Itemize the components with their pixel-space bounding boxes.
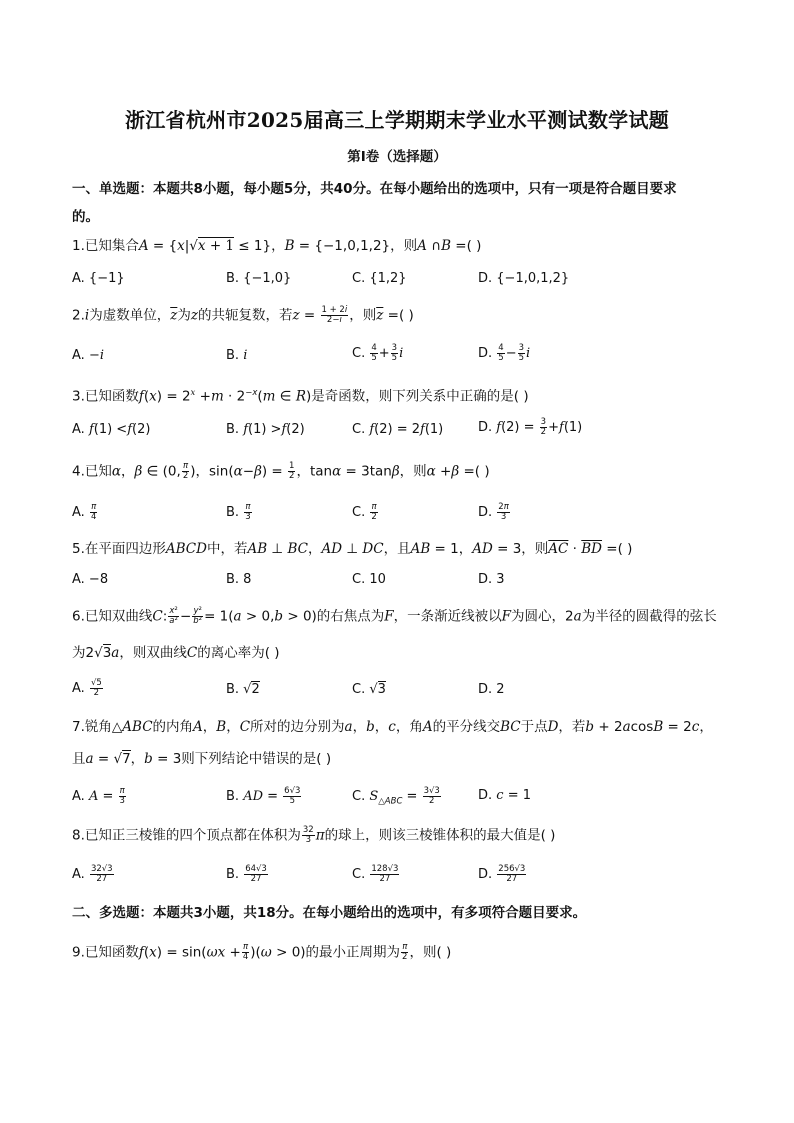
q5-option-c: C. 10 (352, 572, 386, 587)
q8-option-b: B. $\frac{64√3}{27}$ (226, 864, 267, 884)
q5-option-b: B. 8 (226, 572, 252, 587)
q8-option-d: D. $\frac{256√3}{27}$ (478, 864, 526, 884)
q1-option-d: D. {−1,0,1,2} (478, 271, 570, 286)
q4-option-d: D. $\frac{2\pi}{3}$ (478, 502, 509, 522)
section1-heading-line2: 的。 (72, 209, 99, 225)
q2-option-d: D. $\frac{4}{5}$ − $\frac{3}{5}$ i (478, 343, 531, 363)
q8-option-a: A. $\frac{32√3}{27}$ (72, 864, 113, 884)
q5-option-d: D. 3 (478, 572, 505, 587)
question-2-stem: 2.i为虚数单位，$\overline{z}$为z的共轭复数，若z = $\frac{1 + 2i}{2-i}$ ，则$\overline{z}$ =( ) (72, 305, 414, 325)
q7-option-b: B. AD = $\frac{6√3}{5}$ (226, 786, 301, 806)
question-8-stem: 8.已知正三棱锥的四个顶点都在体积为 $\frac{32}{3}$ π的球上，则该三棱锥体积的最大值是( ) (72, 825, 556, 845)
document-subtitle: 第I卷（选择题） (347, 149, 447, 165)
q2-option-b: B. i (226, 348, 248, 363)
q2-option-c: C. $\frac{4}{5}$ + $\frac{3}{5}$ i (352, 343, 404, 363)
q8-option-c: C. $\frac{128√3}{27}$ (352, 864, 399, 884)
section1-heading-line1: 一、单选题：本题共8小题，每小题5分，共40分。在每小题给出的选项中，只有一项是符合题目要求 (72, 181, 677, 197)
q6-option-b: B. √2 (226, 682, 260, 697)
q2-option-a: A. −i (72, 348, 104, 363)
question-6-stem-line2: 为2√3a，则双曲线C的离心率为( ) (72, 645, 280, 661)
section2-heading: 二、多选题：本题共3小题，共18分。在每小题给出的选项中，有多项符合题目要求。 (72, 905, 587, 921)
q6-option-a: A. $\frac{√5}{2}$ (72, 678, 102, 698)
q1-option-b: B. {−1,0} (226, 271, 292, 286)
question-6-stem-line1: 6.已知双曲线C: $\frac{\text{x²}}{\text{a²}}$ − $\frac{\text{y²}}{\text{b²}}$ = 1(a > 0,b > 0)的右焦点为F，一条渐近线被以F为圆心，2a为半径的圆截得的弦长 (72, 606, 717, 626)
q3-option-c: C. f(2) = 2f(1) (352, 422, 444, 437)
q7-option-d: D. c = 1 (478, 788, 531, 803)
q4-option-a: A. $\frac{\pi}{4}$ (72, 502, 97, 522)
q5-option-a: A. −8 (72, 572, 109, 587)
question-7-stem-line1: 7.锐角△ABC的内角A，B，C所对的边分别为a，b，c，角A的平分线交BC于点D，若b + 2acosB = 2c， (72, 719, 713, 735)
question-7-stem-line2: 且a = √7，b = 3则下列结论中错误的是( ) (72, 751, 332, 767)
q3-option-b: B. f(1) >f(2) (226, 422, 305, 437)
q6-option-d: D. 2 (478, 682, 505, 697)
q1-option-a: A. {−1} (72, 271, 125, 286)
question-3-stem: 3.已知函数$f(x) = 2^x +m \cdot 2^{-x}(m$ ∈ R)是奇函数，则下列关系中正确的是( ) (72, 388, 529, 405)
q6-option-c: C. √3 (352, 682, 386, 697)
q7-option-c: C. $S_{\triangle ABC}$ = $\frac{3√3}{2}$ (352, 786, 440, 807)
question-4-stem: 4.已知α，β ∈ (0, $\frac{\pi}{2}$ )，sin(α−β) = $\frac{1}{2}$ ，tanα = 3tanβ，则α +β =( ) (72, 461, 490, 481)
q1-option-c: C. {1,2} (352, 271, 407, 286)
q4-option-c: C. $\frac{\pi}{2}$ (352, 502, 377, 522)
document-title: 浙江省杭州市2025届高三上学期期末学业水平测试数学试题 (124, 108, 670, 132)
question-5-stem: 5.在平面四边形ABCD中，若AB ⊥ BC，AD ⊥ DC，且AB = 1，AD = 3，则$\overline{AC} \cdot \overline{BD}$ =( ) (72, 541, 633, 557)
question-9-stem: 9.已知函数f(x) = sin(ωx + $\frac{\pi}{4}$ )(ω > 0)的最小正周期为 $\frac{\pi}{2}$ ，则( ) (72, 942, 452, 962)
q3-option-d: D. f(2) = $\frac{3}{2}$ +f(1) (478, 417, 583, 437)
question-1-stem: 1.已知集合A = {x|√x + 1 ≤ 1}，B = {−1,0,1,2}，则A ∩B =( ) (72, 238, 482, 254)
q7-option-a: A. A = $\frac{\pi}{3}$ (72, 786, 125, 806)
q4-option-b: B. $\frac{\pi}{3}$ (226, 502, 251, 522)
q3-option-a: A. f(1) <f(2) (72, 422, 151, 437)
